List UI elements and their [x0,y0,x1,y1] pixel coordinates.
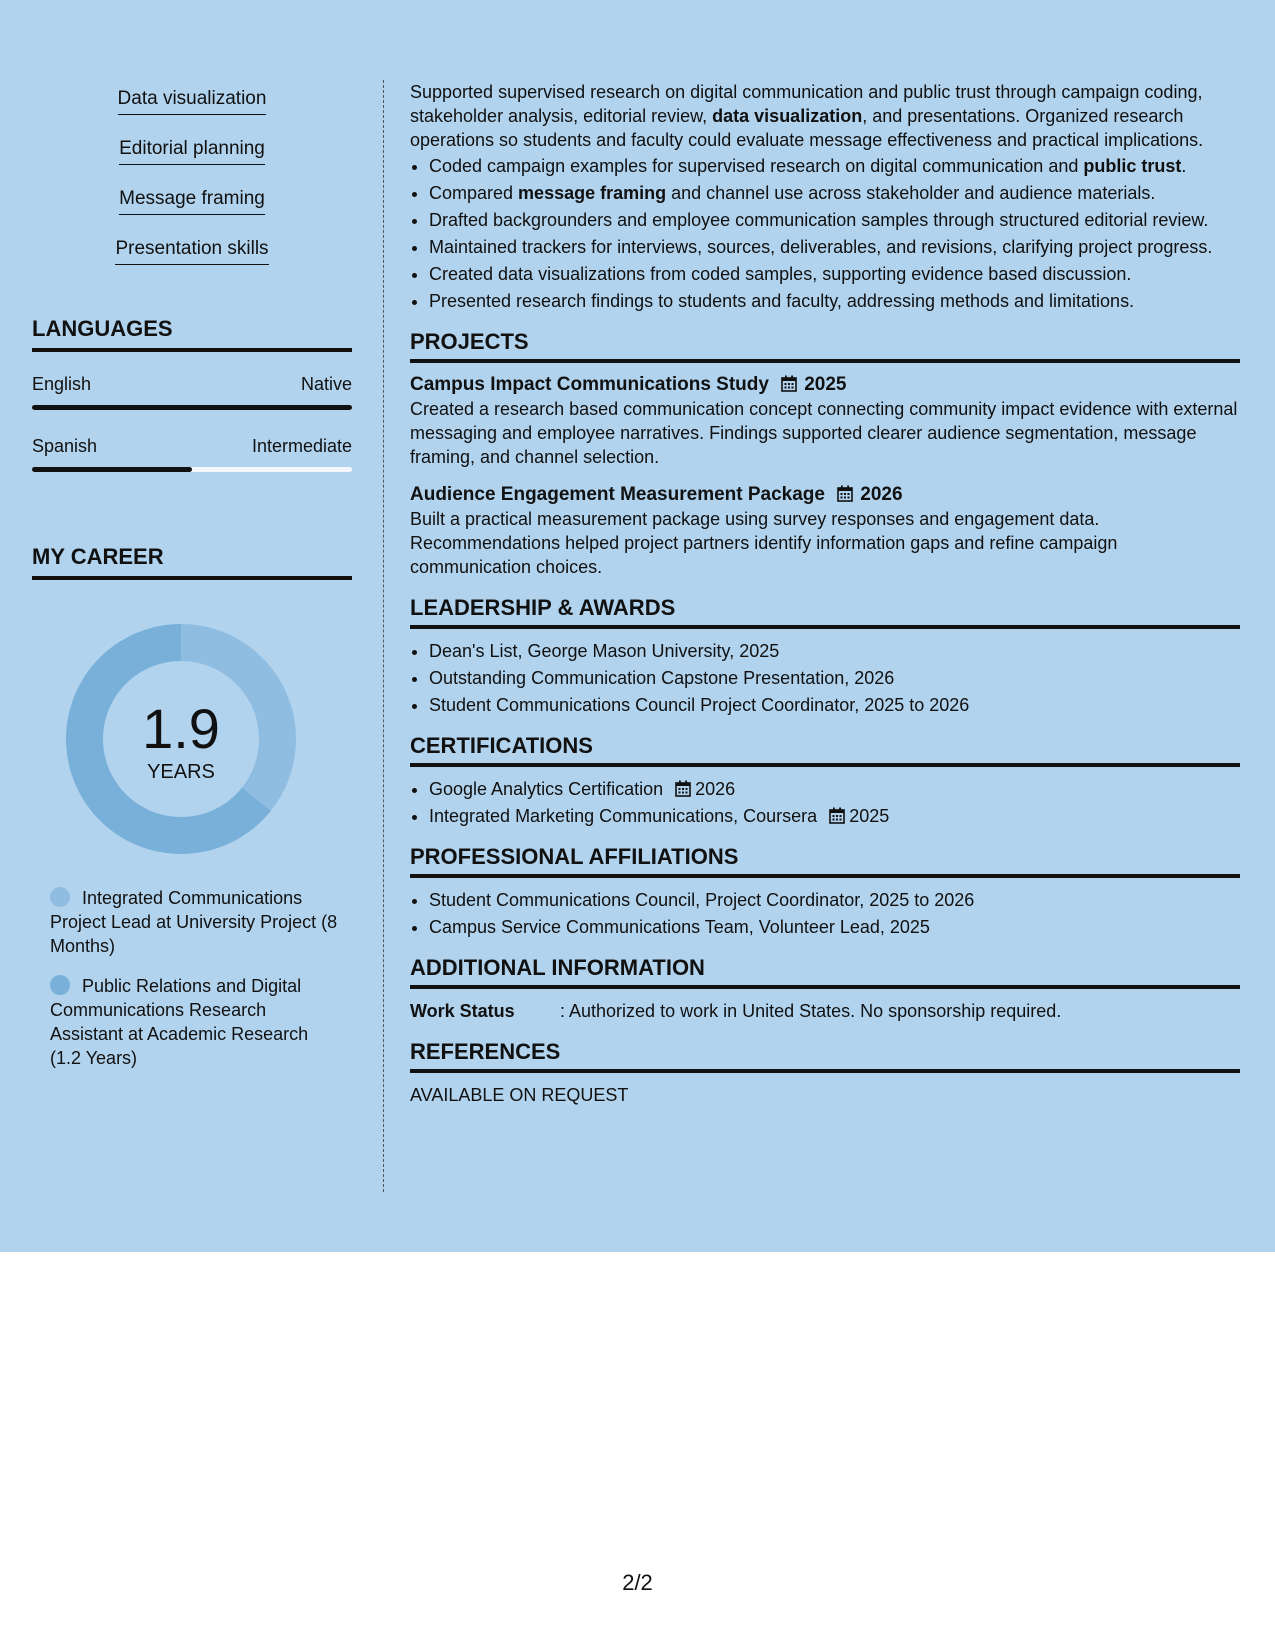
career-donut-chart [66,624,296,854]
language-bar-fill [32,405,352,410]
list-item: • Student Communications Council Project Coordinator, 2025 to 2026 [429,693,1240,717]
affiliations-list [410,888,1240,939]
certification-item [429,777,1240,801]
certification-name: Google Analytics Certification [429,779,664,799]
language-level: Native [300,374,352,394]
skills-list [32,80,352,280]
career-heading: MY CAREER [32,544,352,580]
page-number: 2/2 [622,1570,653,1595]
languages-section [32,316,352,472]
text-run: Compared [429,183,519,203]
experience-bullet [429,208,1240,232]
projects-heading: PROJECTS [410,329,1240,363]
text-run: . [1181,156,1187,176]
work-status-row [410,999,1240,1023]
emphasis-text: data visualization [712,106,863,126]
list-item: • Student Communications Council, Project Coordinator, 2025 to 2026 [429,888,1240,912]
experience-bullet [429,289,1240,313]
project-item [410,373,1240,469]
text-run: Supported supervised research on digital communication and public trust through campaign coding, stakeholder analysis, editorial review, [410,82,1203,126]
language-name: English [32,374,92,394]
list-item: • Dean's List, George Mason University, 2025 [429,639,1240,663]
work-status-value: : Authorized to work in United States. No sponsorship required. [560,1001,1062,1021]
experience-bullets [410,154,1240,313]
experience-bullet [429,235,1240,259]
project-item [410,483,1240,579]
career-legend-item [50,886,340,958]
career-section [32,544,352,1070]
certification-item [429,804,1240,828]
project-description: Built a practical measurement package using survey responses and engagement data. Recommendations helped project partners identify information gaps and refine campaign communication choices. [410,509,1118,577]
career-legend-item [50,974,340,1070]
career-legend-label: Public Relations and Digital Communications Research Assistant at Academic Research (1.2 Years) [50,976,309,1068]
leadership-heading: LEADERSHIP & AWARDS [410,595,1240,629]
calendar-icon [837,485,853,502]
references-heading: REFERENCES [410,1039,1240,1073]
skill-item: Presentation skills [115,238,268,265]
column-divider [383,80,384,1192]
career-unit: YEARS [147,760,215,783]
language-name: Spanish [32,436,98,456]
certification-year: 2026 [695,779,736,799]
work-status-label: Work Status [410,1001,515,1021]
emphasis-text: message framing [518,183,667,203]
certification-name: Integrated Marketing Communications, Coursera [429,806,818,826]
text-run: Presented research findings to students and faculty, addressing methods and limitations. [429,291,1135,311]
leadership-list [410,639,1240,717]
language-bar-fill [32,467,192,472]
language-item [32,374,352,410]
legend-dot [50,887,70,907]
list-item: • Campus Service Communications Team, Volunteer Lead, 2025 [429,915,1240,939]
experience-summary [410,80,1240,152]
text-run: and channel use across stakeholder and audience materials. [666,183,1156,203]
right-column [410,80,1240,1107]
certifications-list [410,777,1240,828]
project-year: 2025 [804,374,847,395]
affiliations-heading: PROFESSIONAL AFFILIATIONS [410,844,1240,878]
language-level: Intermediate [251,436,352,456]
calendar-icon [829,806,845,823]
languages-heading: LANGUAGES [32,316,352,352]
skill-item: Message framing [119,188,265,215]
left-column [32,80,352,1086]
text-run: , and presentations. Organized research operations so students and faculty could evaluate message effectiveness and practical implications. [410,106,1204,150]
language-item [32,436,352,472]
list-item: • Outstanding Communication Capstone Presentation, 2026 [429,666,1240,690]
certification-year: 2025 [849,806,890,826]
career-legend-label: Integrated Communications Project Lead at University Project (8 Months) [50,888,338,956]
project-title: Audience Engagement Measurement Package [410,484,825,505]
experience-bullet [429,154,1240,178]
experience-bullet [429,181,1240,205]
experience-bullet [429,262,1240,286]
additional-info-heading: ADDITIONAL INFORMATION [410,955,1240,989]
text-run: Created data visualizations from coded samples, supporting evidence based discussion. [429,264,1132,284]
legend-dot [50,975,70,995]
project-description: Created a research based communication concept connecting community impact evidence with external messaging and employee narratives. Findings supported clearer audience segmentation, message framing, and channel selection. [410,399,1238,467]
career-total: 1.9 [142,696,220,760]
calendar-icon [675,779,691,796]
text-run: Coded campaign examples for supervised research on digital communication and [429,156,1084,176]
calendar-icon [781,375,797,392]
emphasis-text: public trust [1083,156,1182,176]
skill-item: Data visualization [118,88,267,115]
career-legend [50,886,340,1070]
certifications-heading: CERTIFICATIONS [410,733,1240,767]
project-title: Campus Impact Communications Study [410,374,769,395]
language-bar [32,467,352,472]
references-text: AVAILABLE ON REQUEST [410,1085,629,1105]
language-bar [32,405,352,410]
project-year: 2026 [860,484,903,505]
text-run: Drafted backgrounders and employee communication samples through structured editorial review. [429,210,1209,230]
skill-item: Editorial planning [119,138,265,165]
text-run: Maintained trackers for interviews, sources, deliverables, and revisions, clarifying project progress. [429,237,1213,257]
